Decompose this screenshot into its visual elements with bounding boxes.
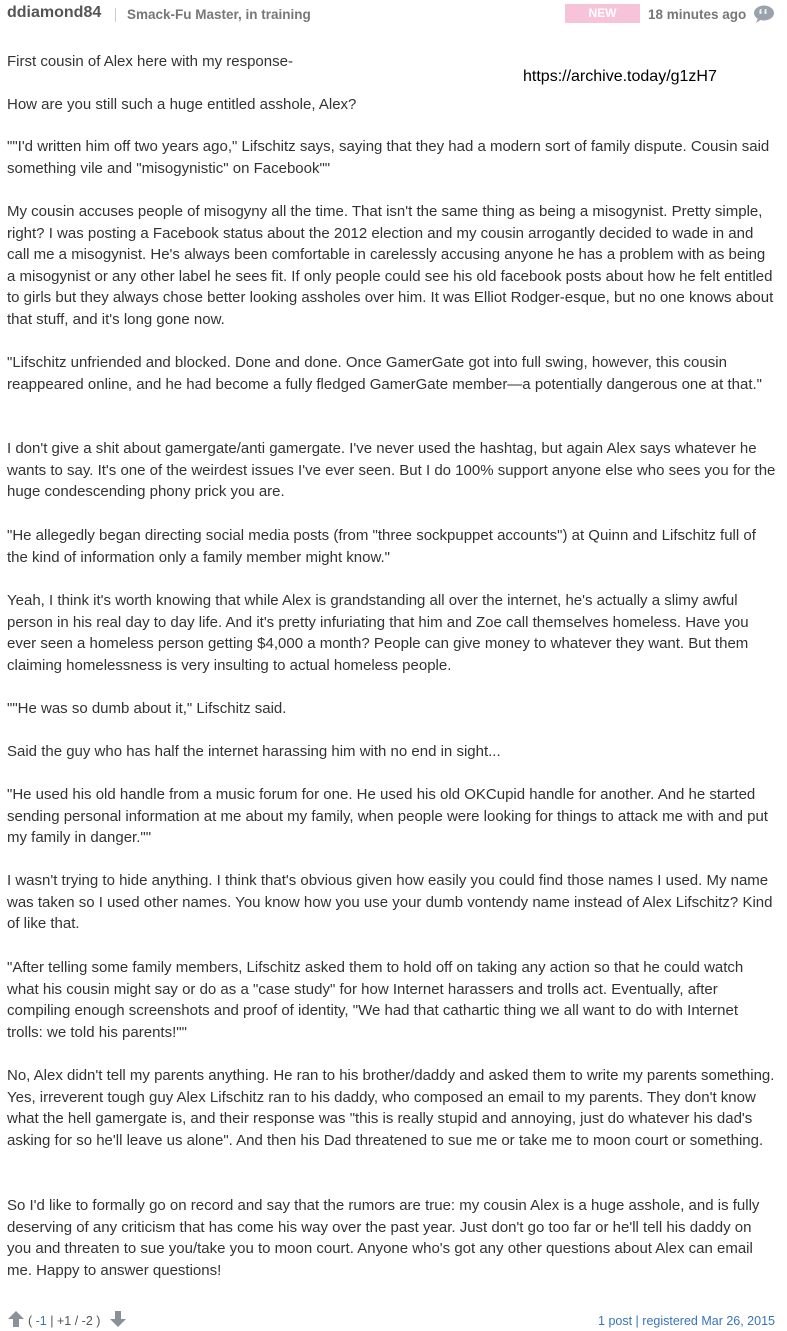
paragraph: "Lifschitz unfriended and blocked. Done and done. Once GamerGate got into full swing, however, this cousin reappeared online, and he had become a fully fledged GamerGate member—a potentially dangerous one at that." bbox=[7, 354, 762, 393]
post-footer bbox=[0, 1306, 787, 1331]
paragraph: My cousin accuses people of misogyny all the time. That isn't the same thing as being a misogynist. Pretty simple, right? I was posting a Facebook status about the 2012 election and my cousin arrogantly decided to wade in and call me a misogynist. He's always been comfortable in carelessly accusing anyone he has a problem with as being a misogynist or any other label he sees fit. If only people could see his old facebook posts about how he felt entitled to girls but they always chose better looking assholes over him. It was Elliot Rodger-esque, but no one knows about that stuff, and it's long gone now. bbox=[7, 203, 774, 328]
paragraph: I wasn't trying to hide anything. I think that's obvious given how easily you could find those names I used. My name was taken so I used other names. You know how you use your dumb vontendy name instead of Alex Lifschitz? Kind of like that. bbox=[7, 872, 773, 932]
vote-tally bbox=[28, 1314, 100, 1328]
vote-separator: | bbox=[46, 1314, 57, 1328]
paragraph: No, Alex didn't tell my parents anything. He ran to his brother/daddy and asked them to write my parents something. Yes, irreverent tough guy Alex Lifschitz ran to his daddy, who composed an email to my parents. They don't know what the hell gamergate is, and their response was "this is really stupid and annoying, just do whatever his dad's asking for so he'll leave us alone". And then his Dad threatened to sue me or take me to moon court or something. bbox=[7, 1067, 775, 1149]
paragraph: Yeah, I think it's worth knowing that while Alex is grandstanding all over the internet, he's actually a slimy awful person in his real day to day life. And it's pretty infuriating that him and Zoe call themselves homeless. Have you ever seen a homeless person getting $4,000 a month? People can give money to whatever they want. But them claiming homelessness is very insulting to actual homeless people. bbox=[7, 592, 749, 674]
user-title: Smack-Fu Master, in training bbox=[127, 7, 311, 22]
new-poster-badge: NEW POSTER bbox=[565, 4, 640, 23]
paragraph: Said the guy who has half the internet harassing him with no end in sight... bbox=[7, 743, 501, 760]
paragraph: ""I'd written him off two years ago," Lifschitz says, saying that they had a modern sort of family dispute. Cousin said something vile and "misogynistic" on Facebook"" bbox=[7, 138, 770, 177]
archive-link[interactable]: https://archive.today/g1zH7 bbox=[523, 68, 717, 85]
username[interactable]: ddiamond84 bbox=[7, 4, 102, 21]
paragraph: "He used his old handle from a music forum for one. He used his old OKCupid handle for another. And he started sending personal information at me about my family, when people were looking for things to attack me with and put my family in danger."" bbox=[7, 786, 768, 846]
paragraph: "He allegedly began directing social media posts (from "three sockpuppet accounts") at Quinn and Lifschitz full of the kind of information only a family member might know." bbox=[7, 527, 756, 566]
paragraph: ""He was so dumb about it," Lifschitz said. bbox=[7, 700, 287, 717]
upvote-count: +1 bbox=[56, 1314, 72, 1328]
header-divider bbox=[115, 8, 116, 22]
post-time[interactable]: 18 minutes ago bbox=[648, 7, 747, 22]
vote-close: ) bbox=[92, 1314, 101, 1328]
paragraph: I don't give a shit about gamergate/anti gamergate. I've never used the hashtag, but again Alex says whatever he wants to say. It's one of the weirdest issues I've ever seen. But I do 100% support anyone else who sees you for the huge condescending phony prick you are. bbox=[7, 440, 776, 500]
downvote-count: -2 bbox=[81, 1314, 93, 1328]
up-arrow-icon[interactable] bbox=[7, 1310, 25, 1328]
speech-bubble-icon[interactable] bbox=[753, 4, 775, 24]
paragraph: First cousin of Alex here with my response- bbox=[7, 53, 293, 70]
paragraph: So I'd like to formally go on record and say that the rumors are true: my cousin Alex is a huge asshole, and is fully deserving of any criticism that has come his way over the past year. Just don't go too far or he'll tell his daddy on you and threaten to sue you/take you to moon court. Anyone who's got any other questions about Alex can email me. Happy to answer questions! bbox=[7, 1197, 760, 1279]
post-header bbox=[0, 0, 787, 39]
paragraph: "After telling some family members, Lifschitz asked them to hold off on taking any action so that he could watch what his cousin might say or do as a "case study" for how Internet harassers and trolls act. Eventually, after compiling enough screenshots and proof of identity, "We had that cathartic thing we all want to do with Internet trolls: we told his parents!"" bbox=[7, 959, 744, 1041]
net-score: -1 bbox=[35, 1314, 47, 1328]
vote-open: ( bbox=[28, 1314, 36, 1328]
vote-separator: / bbox=[71, 1314, 82, 1328]
registration-info[interactable]: 1 post | registered Mar 26, 2015 bbox=[598, 1314, 775, 1328]
down-arrow-icon[interactable] bbox=[109, 1310, 127, 1328]
paragraph: How are you still such a huge entitled asshole, Alex? bbox=[7, 96, 357, 113]
